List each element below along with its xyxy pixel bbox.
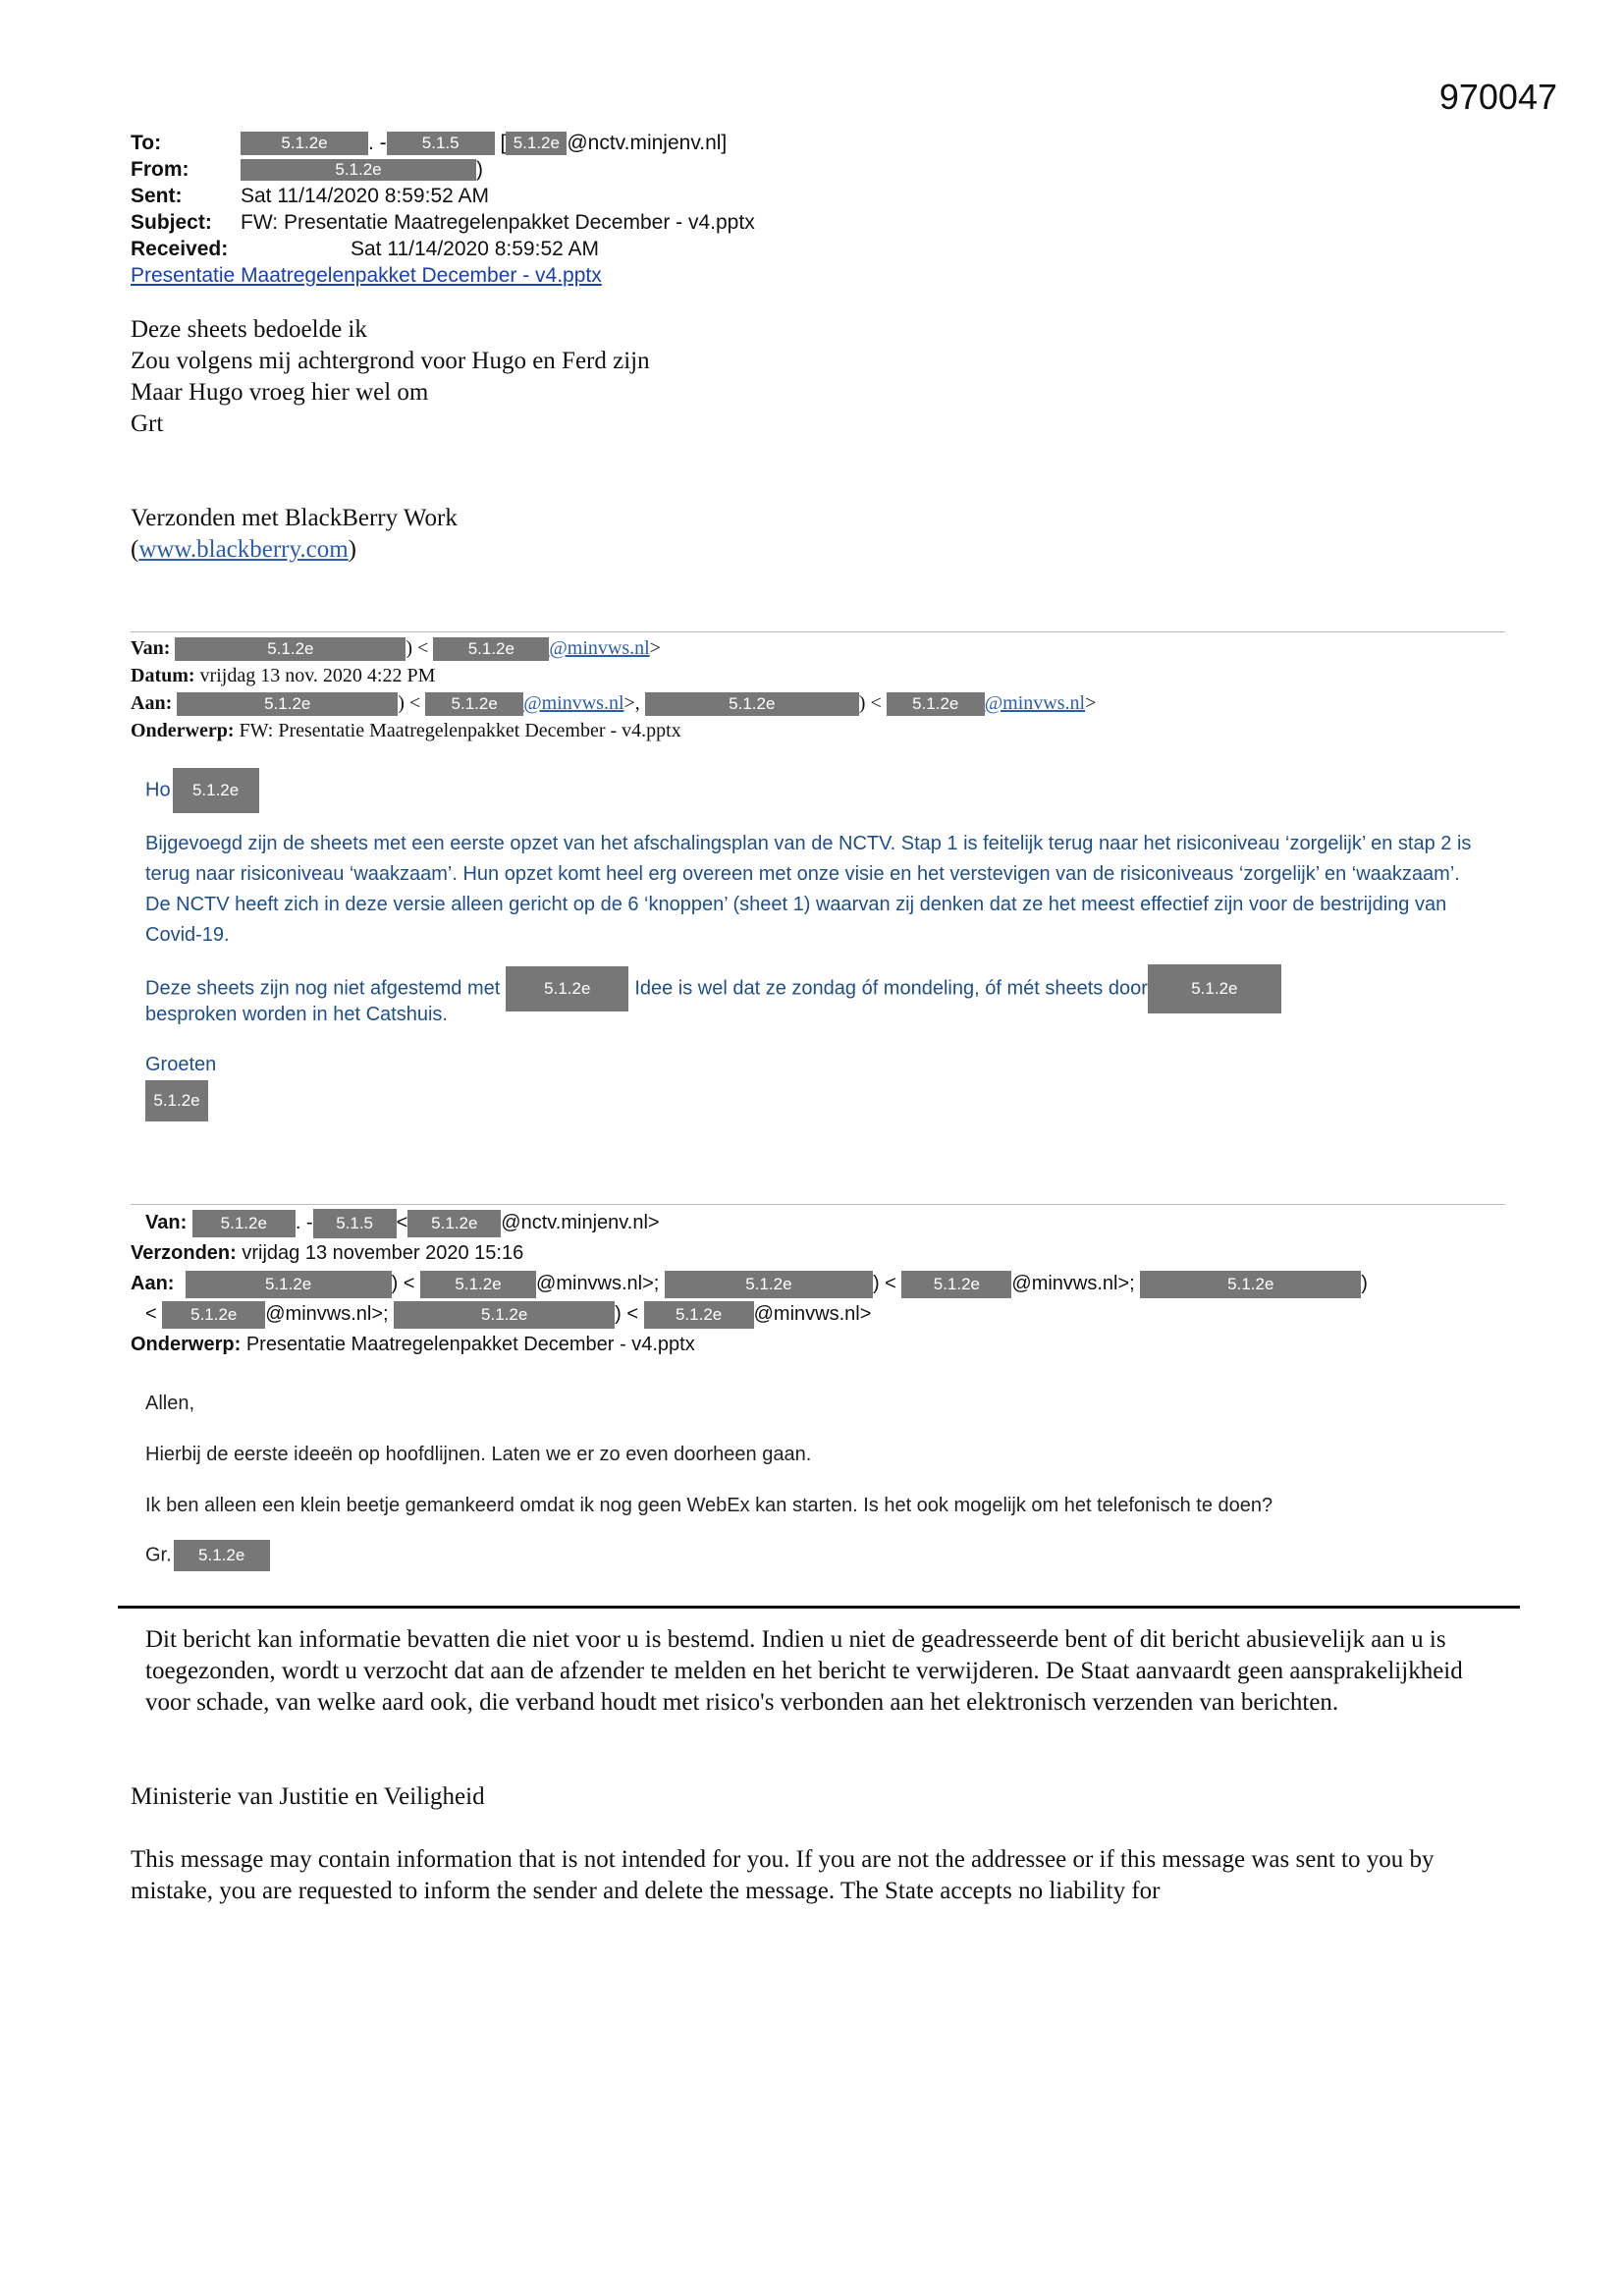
redaction: 5.1.2e — [145, 1080, 208, 1121]
redaction: 5.1.2e — [887, 692, 985, 716]
disclaimer-divider — [118, 1606, 1520, 1609]
redaction: 5.1.2e — [162, 1301, 265, 1329]
divider — [131, 631, 1505, 632]
redaction: 5.1.2e — [506, 966, 628, 1011]
onderwerp-row: Onderwerp: FW: Presentatie Maatregelenpakket December - v4.pptx — [131, 720, 681, 741]
van-row: Van: 5.1.2e ) < 5.1.2e @minvws.nl> — [131, 634, 1554, 662]
paragraph: Bijgevoegd zijn de sheets met een eerste opzet van het afschalingsplan van de NCTV. Stap 1 is feitelijk terug naar het risiconiveau ‘zorgelijk’ en stap 2 is terug naar risiconiveau ‘waakzaam’. Hun opzet komt heel erg overeen met onze visie en het verstevigen van de risiconiveaus ‘zorgelijk’ en ‘waakzaam’. — [145, 833, 1472, 885]
redaction: 5.1.2e — [177, 692, 398, 716]
greeting: Allen, — [145, 1393, 195, 1414]
signature-blackberry: Verzonden met BlackBerry Work — [131, 505, 458, 531]
redaction: 5.1.2e — [1148, 964, 1281, 1013]
from-row: From: 5.1.2e ) — [131, 158, 483, 181]
redaction: 5.1.2e — [433, 637, 549, 661]
redaction: 5.1.2e — [394, 1301, 615, 1329]
onderwerp-row: Onderwerp: Presentatie Maatregelenpakket December - v4.pptx — [131, 1334, 695, 1355]
disclaimer-nl: Dit bericht kan informatie bevatten die niet voor u is bestemd. Indien u niet de geadresseerde bent of dit bericht abusievelijk aan u is toegezonden, wordt u verzocht dat aan de afzender te melden en het bericht te verwijderen. De Staat aanvaardt geen aansprakelijkheid voor schade, van welke aard ook, die verband houdt met risico's verbonden aan het elektronisch verzenden van berichten. — [145, 1626, 1463, 1716]
redaction: 5.1.5 — [387, 132, 495, 155]
redaction: 5.1.2e — [241, 159, 476, 181]
redaction: 5.1.2e — [173, 768, 259, 813]
original-message-body: Allen, Hierbij de eerste ideeën op hoofdlijnen. Laten we er zo even doorheen gaan. Ik ben alleen een klein beetje gemankeerd omdat ik nog geen WebEx kan starten. Is het ook mogelijk om het telefonisch te doen? Gr. 5.1.2e — [145, 1391, 1500, 1571]
redaction: 5.1.2e — [186, 1271, 392, 1298]
body-line: Zou volgens mij achtergrond voor Hugo en Ferd zijn — [131, 348, 650, 374]
ministry-name: Ministerie van Justitie en Veiligheid — [131, 1783, 485, 1810]
redaction: 5.1.2e — [407, 1210, 501, 1237]
reply-body: Deze sheets bedoelde ik Zou volgens mij achtergrond voor Hugo en Ferd zijn Maar Hugo vroeg hier wel om Grt Verzonden met BlackBerry Work (www.blackberry.com) — [131, 314, 1309, 566]
forward-header-2 — [131, 1208, 1554, 1360]
datum-row: Datum: vrijdag 13 nov. 2020 4:22 PM — [131, 665, 436, 686]
body-line: Deze sheets bedoelde ik — [131, 316, 367, 343]
forward-header-1 — [131, 634, 1554, 744]
redaction: 5.1.2e — [425, 692, 523, 716]
blackberry-link[interactable]: www.blackberry.com — [138, 536, 349, 563]
from-label: From: — [131, 158, 189, 181]
to-row: To: 5.1.2e . - 5.1.5 [ 5.1.2e @nctv.minjenv.nl] — [131, 132, 728, 154]
paragraph: De NCTV heeft zich in deze versie alleen gericht op de 6 ‘knoppen’ (sheet 1) waarvan zij denken dat ze het meest effectief zijn voor de bestrijding van Covid-19. — [145, 894, 1447, 946]
subject-row: Subject: FW: Presentatie Maatregelenpakket December - v4.pptx — [131, 211, 755, 234]
body-line: Grt — [131, 410, 164, 437]
aan-row-continued: < 5.1.2e @minvws.nl>; 5.1.2e ) < 5.1.2e @minvws.nl> — [131, 1299, 1554, 1330]
redaction: 5.1.5 — [313, 1209, 397, 1238]
redaction: 5.1.2e — [644, 1301, 754, 1329]
redaction: 5.1.2e — [192, 1210, 296, 1237]
redaction: 5.1.2e — [901, 1271, 1011, 1298]
disclaimer-en: This message may contain information that is not intended for you. If you are not the addressee or if this message was sent to you by mistake, you are requested to inform the sender and delete the message. The State accepts no liability for — [131, 1846, 1435, 1904]
redaction: 5.1.2e — [1140, 1271, 1361, 1298]
verzonden-row: Verzonden: vrijdag 13 november 2020 15:16 — [131, 1242, 524, 1264]
redaction: 5.1.2e — [175, 637, 406, 661]
forward-body-1: Ho 5.1.2e Bijgevoegd zijn de sheets met een eerste opzet van het afschalingsplan van de NCTV. Stap 1 is feitelijk terug naar het risiconiveau ‘zorgelijk’ en stap 2 is terug naar risiconiveau ‘waakzaam’. Hun opzet komt heel erg overeen met onze visie en het verstevigen van de risiconiveaus ‘zorgelijk’ en ‘waakzaam’. De NCTV heeft zich in deze versie alleen gericht op de 6 ‘knoppen’ (sheet 1) waarvan zij denken dat ze het meest effectief zijn voor de bestrijding van Covid-19. Deze sheets zijn nog niet afgestemd met 5.1.2e Idee is wel dat ze zondag óf mondeling, óf mét sheets door 5.1.2e besproken worden in het Catshuis. Groeten 5.1.2e — [145, 768, 1500, 1121]
redaction: 5.1.2e — [420, 1271, 536, 1298]
paragraph: besproken worden in het Catshuis. — [145, 1004, 448, 1025]
paragraph: Ik ben alleen een klein beetje gemankeerd omdat ik nog geen WebEx kan starten. Is het ook mogelijk om het telefonisch te doen? — [145, 1495, 1273, 1516]
van-row: Van: 5.1.2e . - 5.1.5 < 5.1.2e @nctv.minjenv.nl> — [131, 1208, 1554, 1238]
paragraph: Hierbij de eerste ideeën op hoofdlijnen. Laten we er zo even doorheen gaan. — [145, 1444, 812, 1465]
to-label: To: — [131, 132, 162, 154]
redaction: 5.1.2e — [645, 692, 859, 716]
aan-row: Aan: 5.1.2e ) < 5.1.2e @minvws.nl>; 5.1.2e ) < 5.1.2e @minvws.nl>; 5.1.2e ) — [131, 1269, 1554, 1299]
document-number: 970047 — [1438, 77, 1557, 117]
received-row: Received: Sat 11/14/2020 8:59:52 AM — [131, 238, 599, 260]
redaction: 5.1.2e — [241, 132, 368, 155]
redaction: 5.1.2e — [174, 1540, 270, 1571]
closing: Groeten — [145, 1054, 217, 1075]
attachment-link[interactable]: Presentatie Maatregelenpakket December - v4.pptx — [131, 264, 602, 287]
redaction: 5.1.2e — [665, 1271, 873, 1298]
redaction: 5.1.2e — [506, 132, 567, 155]
aan-row: Aan: 5.1.2e ) < 5.1.2e @minvws.nl>, 5.1.2e ) < 5.1.2e @minvws.nl> — [131, 689, 1554, 717]
sent-row: Sent: Sat 11/14/2020 8:59:52 AM — [131, 185, 489, 207]
email-header — [131, 130, 1309, 289]
body-line: Maar Hugo vroeg hier wel om — [131, 379, 429, 406]
divider — [131, 1204, 1505, 1205]
